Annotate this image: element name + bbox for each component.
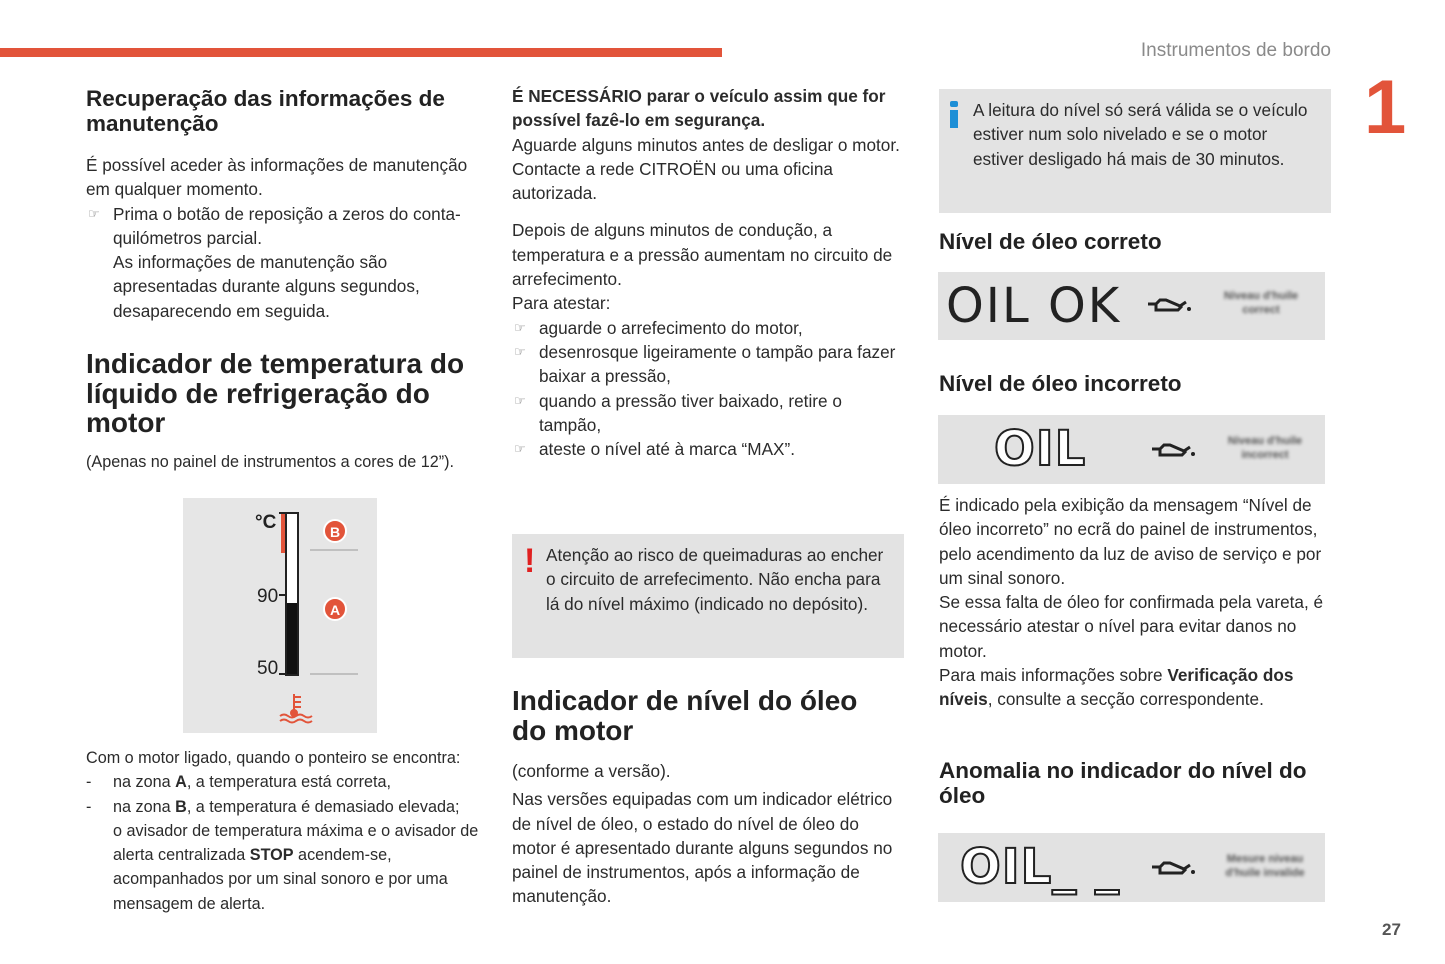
- oil-ok-text: OIL OK: [946, 278, 1122, 334]
- temp-note: (Apenas no painel de instrumentos a cores de 12”).: [86, 452, 455, 471]
- oil-incorrect-text: OIL: [994, 421, 1087, 477]
- engine-on-block: [86, 746, 486, 916]
- stop-warning: É NECESSÁRIO parar o veículo assim que for possível fazê-lo em segurança.: [512, 86, 886, 131]
- column-2: [512, 84, 904, 461]
- oil-version-note: (conforme a versão).: [512, 761, 671, 781]
- oil-can-icon: [1144, 292, 1192, 316]
- oil-ok-message: Niveau d'huile correct: [1223, 290, 1299, 316]
- zone-a-line: - na zona A, a temperatura está correta,: [86, 773, 392, 792]
- chapter-number: 1: [1364, 65, 1407, 150]
- page-number: 27: [1382, 920, 1401, 939]
- gauge-hot-zone: [281, 513, 285, 553]
- pointing-hand-icon: ☞: [514, 319, 526, 335]
- gauge-level: [287, 603, 297, 674]
- zone-b-label: B: [329, 524, 341, 540]
- topup-step: ☞ ateste o nível até à marca “MAX”.: [512, 437, 904, 461]
- maintenance-note: As informações de manutenção são apresentadas durante alguns segundos, desaparecendo em seguida.: [113, 252, 420, 321]
- topup-step: ☞ aguarde o arrefecimento do motor,: [512, 316, 904, 340]
- anomaly-title: Anomalia no indicador do nível do óleo: [939, 758, 1307, 808]
- info-box: [939, 89, 1331, 213]
- maintenance-intro: É possível aceder às informações de manutenção em qualquer momento.: [86, 155, 468, 200]
- incorrect-desc-text: É indicado pela exibição da mensagem “Nível de óleo incorreto” no ecrã do painel de instrumentos, pelo acendimento da luz de aviso de serviço e por um sinal sonoro.: [939, 495, 1322, 588]
- contact-text: Contacte a rede CITROËN ou uma oficina autorizada.: [512, 158, 833, 204]
- incorrect-description: [939, 493, 1339, 712]
- topup-intro: Para atestar:: [512, 293, 611, 314]
- temperature-gauge-figure: [183, 498, 377, 733]
- info-text: A leitura do nível só será válida se o veículo estiver num solo nivelado e se o motor estiver desligado há mais de 30 minutos.: [973, 100, 1308, 169]
- zone-a-label: A: [329, 602, 341, 618]
- gauge-label-90: 90: [257, 586, 279, 607]
- maintenance-step-text: Prima o botão de reposição a zeros do conta-quilómetros parcial.: [113, 203, 461, 248]
- oil-description: Nas versões equipadas com um indicador elétrico de nível de óleo, o estado do nível de óleo do motor é apresentado durante alguns segundos no painel de instrumentos, após a informação de manutenção.: [512, 789, 893, 907]
- oil-anomaly-display: [938, 833, 1325, 902]
- oil-anomaly-message: Mesure niveau d'huile invalide: [1225, 853, 1305, 879]
- zone-b-continuation: o avisador de temperatura máxima e o avisador de alerta centralizada STOP acendem-se, acompanhados por um sinal sonoro e por uma mensagem de alerta.: [113, 821, 479, 913]
- incorrect-oil-title: Nível de óleo incorreto: [939, 371, 1182, 396]
- engine-on-intro: Com o motor ligado, quando o ponteiro se encontra:: [86, 749, 461, 767]
- oil-incorrect-display: [938, 415, 1325, 484]
- gauge-label-50: 50: [257, 658, 279, 679]
- coolant-temperature-icon: [280, 694, 312, 723]
- temperature-gauge: [183, 498, 377, 733]
- exclamation-icon: !: [524, 542, 536, 580]
- oil-can-icon: [1148, 437, 1196, 461]
- oil-indicator-title: Indicador de nível do óleo do motor: [512, 685, 858, 746]
- topup-step: ☞ quando a pressão tiver baixado, retire o tampão,: [514, 390, 842, 435]
- pointing-hand-icon: ☞: [514, 343, 526, 359]
- temp-indicator-title: Indicador de temperatura do líquido de refrigeração do motor: [86, 348, 465, 439]
- after-driving-text: Depois de alguns minutos de condução, a temperatura e a pressão aumentam no circuito de arrefecimento.: [512, 220, 893, 290]
- oil-indicator-section: [512, 686, 904, 909]
- topup-step: ☞ desenrosque ligeiramente o tampão para fazer baixar a pressão,: [514, 341, 896, 387]
- levels-check-reference: Verificação dos níveis: [939, 665, 1294, 710]
- info-icon: [950, 101, 958, 129]
- maintenance-step: [86, 202, 486, 251]
- wait-text: Aguarde alguns minutos antes de desligar o motor.: [512, 134, 900, 155]
- header-accent-bar: [0, 48, 722, 57]
- gauge-unit: °C: [255, 512, 277, 533]
- column-1: [86, 86, 486, 474]
- more-info-text: Para mais informações sobre Verificação dos níveis, consulte a secção correspondente.: [939, 665, 1294, 710]
- pointing-hand-icon: ☞: [88, 205, 100, 221]
- zone-b-line: - na zona B, a temperatura é demasiado elevada;: [86, 797, 460, 816]
- pointing-hand-icon: ☞: [514, 392, 526, 408]
- oil-incorrect-message: Niveau d'huile incorrect: [1227, 435, 1303, 461]
- burn-warning-box: [512, 534, 904, 658]
- maintenance-title: Recuperação das informações de manutenção: [86, 86, 445, 136]
- oil-can-icon: [1148, 855, 1196, 879]
- correct-oil-title: Nível de óleo correto: [939, 229, 1162, 254]
- section-title: Instrumentos de bordo: [1140, 40, 1331, 61]
- oil-ok-display: [938, 272, 1325, 340]
- pointing-hand-icon: ☞: [514, 441, 526, 457]
- missing-oil-text: Se essa falta de óleo for confirmada pela vareta, é necessário atestar o nível para evitar danos no motor.: [939, 592, 1324, 661]
- burn-warning-text: Atenção ao risco de queimaduras ao encher o circuito de arrefecimento. Não encha para lá do nível máximo (indicado no depósito).: [546, 545, 884, 614]
- oil-anomaly-text: OIL_ _: [960, 839, 1120, 895]
